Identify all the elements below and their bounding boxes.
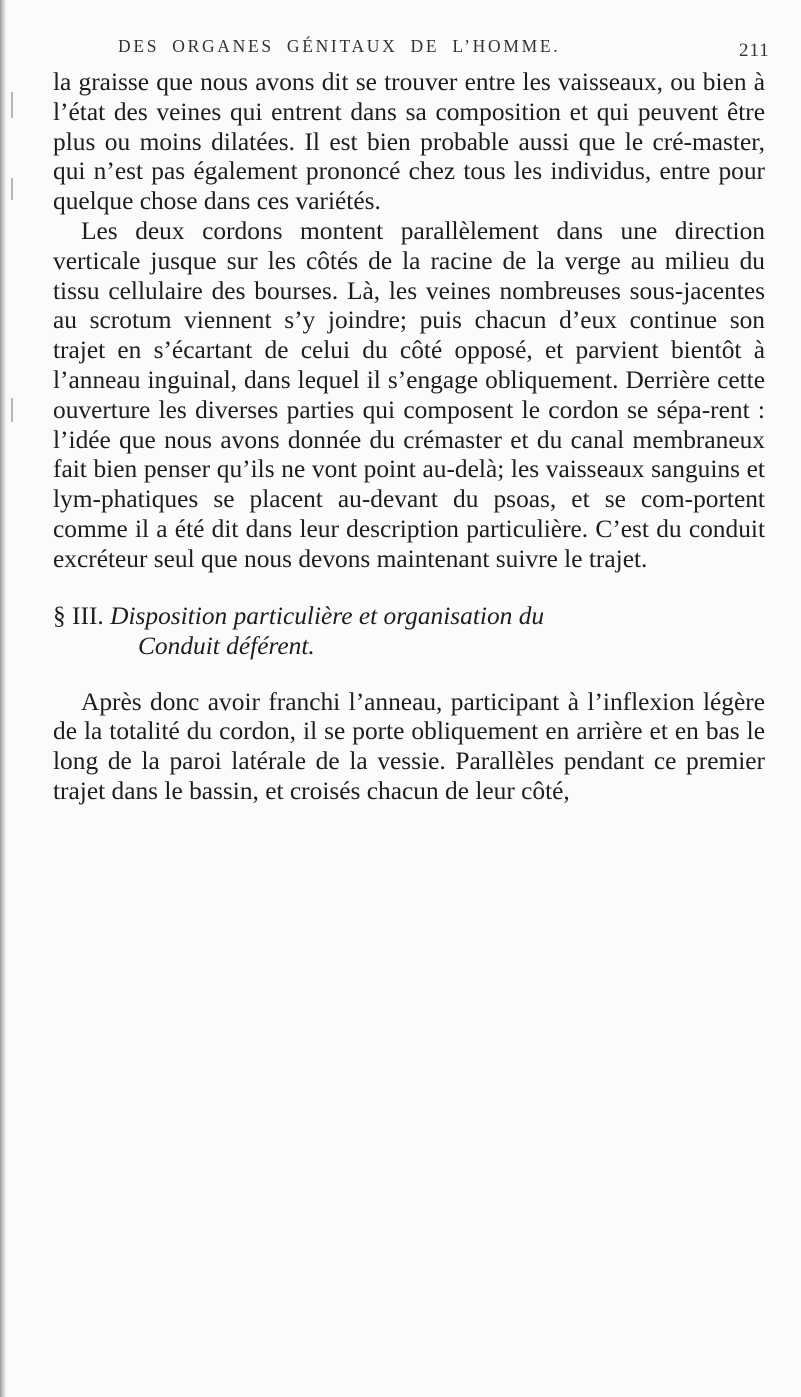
section-number: § III.: [53, 601, 104, 630]
paragraph-2: Les deux cordons montent parallèlement dans une direction verticale jusque sur les côtés de la racine de la verge au milieu du tissu cellulaire des bourses. Là, les veines nombreuses sous-jacentes au scrotum viennent s’y joindre; puis chacun d’eux continue son trajet en s’écartant de celui du côté opposé, et parvient bientôt à l’anneau inguinal, dans lequel il s’engage obliquement. Derrière cette ouverture les diverses parties qui composent le cordon se sépa-rent : l’idée que nous avons donnée du crémaster et du canal membraneux fait bien penser qu’ils ne vont point au-delà; les vaisseaux sanguins et lym-phatiques se placent au-devant du psoas, et se com-portent comme il a été dit dans leur description particulière. C’est du conduit excréteur seul que nous devons maintenant suivre le trajet.: [53, 216, 765, 573]
running-head: [0, 36, 801, 70]
paragraph-3: Après donc avoir franchi l’anneau, participant à l’inflexion légère de la totalité du cordon, il se porte obliquement en arrière et en bas le long de la paroi latérale de la vessie. Parallèles pendant ce premier trajet dans le bassin, et croisés chacun de leur côté,: [53, 687, 765, 805]
page-number: 211: [739, 40, 770, 61]
running-head-title: DES ORGANES GÉNITAUX DE L’HOMME.: [118, 36, 561, 56]
section-title-line-2: Conduit déférent.: [138, 631, 315, 660]
paragraph-1: la graisse que nous avons dit se trouver entre les vaisseaux, ou bien à l’état des veines qui entrent dans sa composition et qui peuvent être plus ou moins dilatées. Il est bien probable aussi que le cré-master, qui n’est pas également prononcé chez tous les individus, entre pour quelque chose dans ces variétés.: [53, 68, 765, 216]
page-binding-edge: [0, 0, 6, 1397]
margin-mark: [11, 92, 13, 118]
section-heading: [53, 601, 765, 661]
margin-mark: [11, 398, 13, 422]
section-title-line-1: Disposition particulière et organisation du: [110, 601, 545, 630]
margin-mark: [11, 178, 13, 200]
page-body: [53, 68, 765, 807]
